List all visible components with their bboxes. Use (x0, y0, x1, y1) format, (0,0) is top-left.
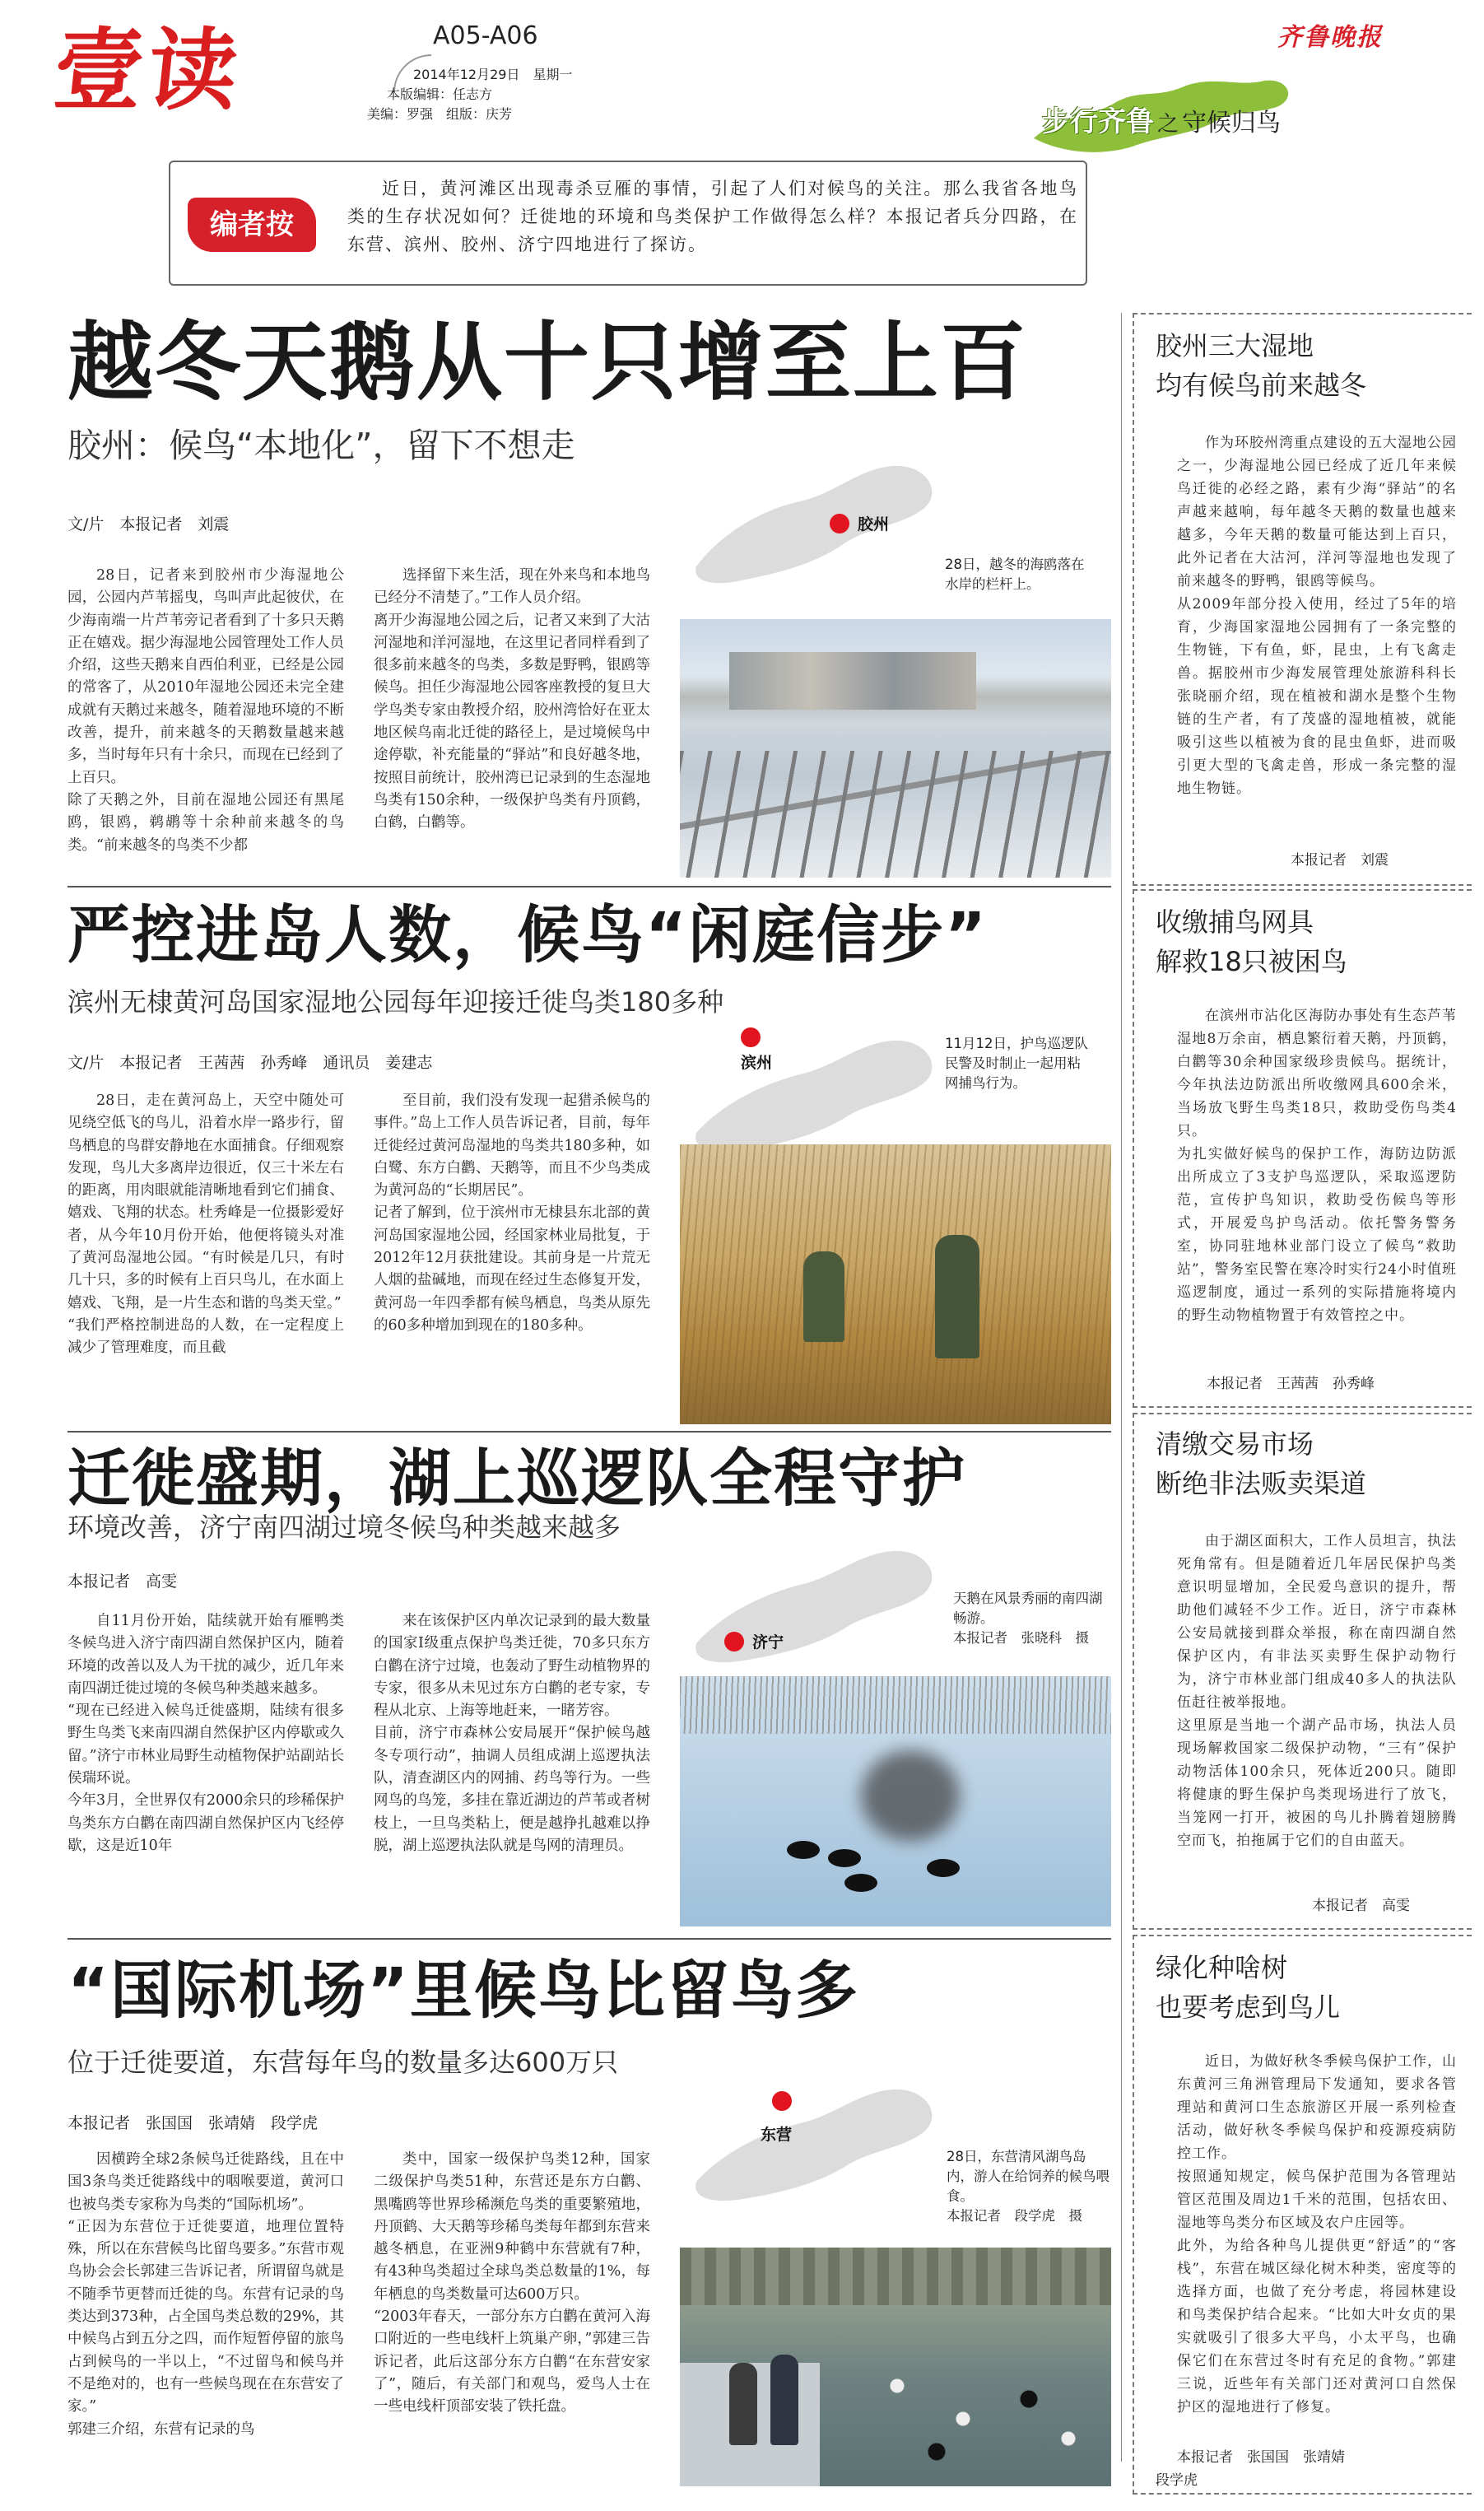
newspaper-logo: 齐鲁晚报 (1277, 23, 1383, 52)
story3-col2: 来在该保护区内单次记录到的最大数量的国家I级重点保护鸟类迁徙，70多只东方白鹳在济宁过境，也轰动了野生动植物界的专家，很多从未见过东方白鹳的老专家，专程从北京、上海等地赶来，一睹芳容。 目前，济宁市森林公安局展开“保护候鸟越冬专项行动”，抽调人员组成湖上巡逻执法队，清查湖区内的网捕、药鸟等行为。一些网鸟的鸟笼，多挂在靠近湖边的芦苇或者树枝上，一旦鸟类粘上，便是越挣扎越难以挣脱，湖上巡逻执法队就是鸟网的清理员。 (374, 1613, 650, 1854)
photo-birds (844, 2346, 1108, 2478)
story4-headline: “国际机场”里候鸟比留鸟多 (67, 1954, 859, 2027)
sidebar-divider (1121, 313, 1122, 2462)
story4-caption: 28日，东营清风湖鸟岛内，游人在给饲养的候鸟喂食。 本报记者 段学虎 摄 (947, 2149, 1110, 2224)
sidebar3-title-1: 清缴交易市场 (1156, 1428, 1314, 1460)
sidebar4-byline: 本报记者 张国国 张靖婧 (1177, 2449, 1345, 2466)
series-of: 之 (1157, 112, 1179, 137)
sidebar2-title-1: 收缴捕鸟网具 (1156, 906, 1314, 938)
photo-reeds (680, 1144, 1111, 1424)
photo-blur (861, 1750, 960, 1841)
photo-reed-bank (680, 1676, 1111, 1734)
jiaozhou-map-icon (680, 451, 960, 599)
section-title: 壹读 (49, 20, 248, 123)
story4-subhead: 位于迁徙要道，东营每年鸟的数量多达600万只 (67, 2047, 619, 2078)
jining-map-marker (724, 1632, 744, 1651)
sidebar1-title-2: 均有候鸟前来越冬 (1156, 370, 1367, 401)
story1-col2: 选择留下来生活，现在外来鸟和本地鸟已经分不清楚了。”工作人员介绍。 离开少海湿地公园之后，记者又来到了大沽河湿地和洋河湿地，在这里记者同样看到了很多前来越冬的鸟类，多数是野鸭，银鸥等候鸟。担任少海湿地公园客座教授的复旦大学鸟类专家由教授介绍，胶州湾恰好在亚太地区候鸟南北迁徙的路径上，是过境候鸟中途停歇，补充能量的“驿站”和良好越冬地，按照目前统计，胶州湾已记录到的生态湿地鸟类有150余种，一级保护鸟类有丹顶鹤，白鹤，白鹳等。 (374, 567, 650, 832)
story3-subhead: 环境改善，济宁南四湖过境冬候鸟种类越来越多 (67, 1512, 621, 1543)
sidebar1-text: 作为环胶州湾重点建设的五大湿地公园之一，少海湿地公园已经成了近几年来候鸟迁徙的必经之路，素有少海“驿站”的名声越来越响，每年越冬天鹅的数量也越来越多，今年天鹅的数量可能达到上百只，此外记者在大沽河，洋河等湿地也发现了前来越冬的野鸭，银鸥等候鸟。 从2009年部分投入使用，经过了5年的培育，少海国家湿地公园拥有了一条完整的生物链，下有鱼，虾，昆虫，上有飞禽走兽。据胶州市少海发展管理处旅游科科长张晓丽介绍，现在植被和湖水是整个生物链的生产者，有了茂盛的湿地植被，就能吸引这些以植被为食的昆虫鱼虾，进而吸引更大型的飞禽走兽，形成一条完整的湿地生物链。 (1177, 435, 1457, 797)
story2-subhead: 滨州无棣黄河岛国家湿地公园每年迎接迁徙鸟类180多种 (67, 986, 724, 1018)
story3-headline: 迁徙盛期，湖上巡逻队全程守护 (67, 1442, 966, 1515)
photo-trees (680, 2248, 1111, 2305)
dongying-label: 东营 (761, 2126, 793, 2144)
sidebar4-byline-2: 段学虎 (1156, 2472, 1198, 2489)
sidebar4-title-2: 也要考虑到鸟儿 (1156, 1992, 1341, 2023)
sidebar4-title-1: 绿化种啥树 (1156, 1952, 1288, 1983)
page-range: A05-A06 (433, 21, 538, 50)
editor-note-text: 近日，黄河滩区出现毒杀豆雁的事情，引起了人们对候鸟的关注。那么我省各地鸟类的生存状况如何？迁徙地的环境和鸟类保护工作做得怎么样？本报记者兵分四路，在东营、滨州、胶州、济宁四地进行了探访。 (347, 179, 1078, 254)
story2-col1: 28日，走在黄河岛上，天空中随处可见绕空低飞的鸟儿，沿着水岸一路步行，留鸟栖息的鸟群安静地在水面捕食。仔细观察发现，鸟儿大多离岸边很近，仅三十米左右的距离，用肉眼就能清晰地看到它们捕食、嬉戏、飞翔的状态。杜秀峰是一位摄影爱好者，从今年10月份开始，他便将镜头对准了黄河岛湿地公园。“有时候是几只，有时几十只，多的时候有上百只鸟儿，在水面上嬉戏、飞翔，是一片生态和谐的鸟类天堂。” “我们严格控制进岛的人数，在一定程度上减少了管理难度，而且截 (67, 1092, 344, 1357)
story1-divider (67, 886, 1111, 887)
page-art: 美编：罗强 组版：庆芳 (367, 106, 513, 122)
story2-caption: 11月12日，护鸟巡逻队民警及时制止一起用粘网捕鸟行为。 (945, 1036, 1088, 1091)
sidebar2-title-2: 解救18只被困鸟 (1156, 946, 1347, 977)
story4-col2: 类中，国家一级保护鸟类12种，国家二级保护鸟类51种，东营还是东方白鹳、黑嘴鸥等世界珍稀濒危鸟类的重要繁殖地，丹顶鹤、大天鹅等珍稀鸟类每年都到东营来越冬栖息，在亚洲9种鹤中东营就有7种，有43种鸟类超过全球鸟类总数量的1%，每年栖息的鸟类数量可达600万只。 “2003年春天，一部分东方白鹳在黄河入海口附近的一些电线杆上筑巢产卵，”郭建三告诉记者，此后这部分东方白鹳“在东营安家了”，随后，有关部门和观鸟，爱鸟人士在一些电线杆顶部安装了铁托盘。 (374, 2151, 650, 2415)
page-editor: 本版编辑：任志方 (387, 86, 493, 102)
story1-headline: 越冬天鹅从十只增至上百 (67, 312, 1028, 412)
story2-col2: 至目前，我们没有发现一起猎杀候鸟的事件。”岛上工作人员告诉记者，目前，每年迁徙经过黄河岛湿地的鸟类共180多种，如白鹭、东方白鹳、天鹅等，而且不少鸟类成为黄河岛的“长期居民”。 记者了解到，位于滨州市无棣县东北部的黄河岛国家湿地公园，经国家林业局批复，于2012年12月获批建设。其前身是一片荒无人烟的盐碱地，而现在经过生态修复开发，黄河岛一年四季都有候鸟栖息，鸟类从原先的60多种增加到现在的180多种。 (374, 1092, 650, 1334)
sidebar3-title-2: 断绝非法贩卖渠道 (1156, 1468, 1367, 1499)
story3-byline: 本报记者 高雯 (67, 1572, 178, 1591)
photo-visitor-1 (729, 2363, 757, 2445)
story4-byline: 本报记者 张国国 张靖婧 段学虎 (67, 2114, 319, 2132)
sidebar1-byline: 本报记者 刘震 (1291, 852, 1389, 869)
jiaozhou-map-marker (830, 514, 849, 533)
sidebar2-byline: 本报记者 王茜茜 孙秀峰 (1207, 1376, 1375, 1392)
story4-col1: 因横跨全球2条候鸟迁徙路线，且在中国3条鸟类迁徙路线中的咽喉要道，黄河口也被鸟类专家称为鸟类的“国际机场”。 “正因为东营位于迁徙要道，地理位置特殊，所以在东营候鸟比留鸟要多。”东营市观鸟协会会长郭建三告诉记者，所谓留鸟就是不随季节更替而迁徙的鸟。东营有记录的鸟类达到373种，占全国鸟类总数的29%，其中候鸟占到五分之四，而作短暂停留的旅鸟占到候鸟的一半以上，“不过留鸟和候鸟并不是绝对的，也有一些候鸟现在在东营安了家。” 郭建三介绍，东营有记录的鸟 (67, 2151, 344, 2438)
story3-divider (67, 1938, 1111, 1940)
jiaozhou-label: 胶州 (858, 515, 890, 533)
swan-1 (787, 1841, 820, 1859)
sidebar1-title-1: 胶州三大湿地 (1156, 330, 1314, 361)
officer-figure-1 (803, 1251, 844, 1342)
reed-patrol-photo (680, 1144, 1111, 1424)
officer-figure-2 (935, 1235, 979, 1358)
story1-byline: 文/片 本报记者 刘震 (67, 515, 230, 533)
pond-feeding-photo (680, 2248, 1111, 2486)
story1-subhead: 胶州：候鸟“本地化”，留下不想走 (67, 426, 575, 465)
story2-headline: 严控进岛人数，候鸟“闲庭信步” (67, 898, 988, 971)
editor-note-label (188, 198, 316, 252)
editor-note-label-text: 编者按 (210, 208, 294, 241)
photo-visitor-2 (770, 2355, 798, 2445)
dongying-map-marker (772, 2091, 792, 2111)
series-label: 步行齐鲁 (1042, 105, 1154, 138)
issue-date: 2014年12月29日 星期一 (413, 67, 573, 82)
swan-lake-photo (680, 1676, 1111, 1926)
sidebar3-byline: 本报记者 高雯 (1312, 1898, 1410, 1914)
story1-caption: 28日，越冬的海鸥落在水岸的栏杆上。 (945, 557, 1085, 592)
sidebar3-text: 由于湖区面积大，工作人员坦言，执法死角常有。但是随着近几年居民保护鸟类意识明显增加，全民爱鸟意识的提升，帮助他们减轻不少工作。近日，济宁市森林公安局就接到群众举报，称在南四湖自然保护区内，有非法买卖野生保护动物行为，济宁市林业部门组成40多人的执法队伍赶往被举报地。 这里原是当地一个湖产品市场，执法人员现场解救国家二级保护动物，“三有”保护动物活体100余只，死体近200只。随即将健康的野生保护鸟类现场进行了放飞，当笼网一打开，被困的鸟儿扑腾着翅膀腾空而飞，拍拖属于它们的自由蓝天。 (1177, 1533, 1457, 1849)
series-title (1042, 99, 1281, 139)
series-topic: 守候归鸟 (1182, 109, 1282, 137)
photo-houses (729, 652, 976, 710)
story2-divider (67, 1431, 1111, 1433)
photo-railing (680, 751, 1111, 878)
dongying-map-icon (680, 2075, 960, 2215)
story3-caption: 天鹅在风景秀丽的南四湖畅游。 本报记者 张晓科 摄 (953, 1591, 1103, 1646)
jining-label: 济宁 (752, 1633, 784, 1651)
binzhou-map-marker (741, 1027, 761, 1047)
story1-col1: 28日，记者来到胶州市少海湿地公园，公园内芦苇摇曳，鸟叫声此起彼伏，在少海南端一片芦苇旁记者看到了十多只天鹅正在嬉戏。据少海湿地公园管理处工作人员介绍，这些天鹅来自西伯利亚，已经是公园的常客了，从2010年湿地公园还未完全建成就有天鹅过来越冬，随着湿地环境的不断改善，提升，前来越冬的天鹅数量越来越多，当时每年只有十余只，而现在已经到了上百只。 除了天鹅之外，目前在湿地公园还有黑尾鸥，银鸥，鹈鹕等十余种前来越冬的鸟类。“前来越冬的鸟类不少都 (67, 567, 344, 854)
sidebar4-text: 近日，为做好秋冬季候鸟保护工作，山东黄河三角洲管理局下发通知，要求各管理站和黄河口生态旅游区开展一系列检查活动，做好秋冬季候鸟保护和疫源疫病防控工作。 按照通知规定，候鸟保护范围为各管理站管区范围及周边1千米的范围，包括农田、湿地等鸟类分布区域及农户庄园等。 此外，为给各种鸟儿提供更“舒适”的“客栈”，东营在城区绿化树木种类，密度等的选择方面，也做了充分考虑，将园林建设和鸟类保护结合起来。“比如大叶女贞的果实就吸引了很多大平鸟，小太平鸟，也确保它们在东营过冬时有充足的食物。”郭建三说，近些年有关部门还对黄河口自然保护区的湿地进行了修复。 (1177, 2053, 1457, 2415)
swan-4 (927, 1859, 960, 1877)
swan-3 (844, 1874, 877, 1892)
story2-byline: 文/片 本报记者 王茜茜 孙秀峰 通讯员 姜建志 (67, 1054, 433, 1072)
binzhou-label: 滨州 (741, 1054, 773, 1072)
story3-col1: 自11月份开始，陆续就开始有雁鸭类冬候鸟进入济宁南四湖自然保护区内，随着环境的改善以及人为干扰的减少，近几年来南四湖迁徙过境的冬候鸟种类越来越多。 “现在已经进入候鸟迁徙盛期，陆续有很多野生鸟类飞来南四湖自然保护区内停歇或久留。”济宁市林业局野生动植物保护站副站长侯瑞环说。 今年3月，全世界仅有2000余只的珍稀保护鸟类东方白鹳在南四湖自然保护区内飞经停歇，这是近10年 (67, 1613, 344, 1854)
seagull-railing-photo (680, 619, 1111, 878)
swan-2 (828, 1849, 861, 1867)
jining-map-icon (680, 1536, 960, 1676)
sidebar2-text: 在滨州市沾化区海防办事处有生态芦苇湿地8万余亩，栖息繁衍着天鹅，丹顶鹤，白鹳等30余种国家级珍贵候鸟。据统计，今年执法边防派出所收缴网具600余米，当场放飞野生鸟类18只，救助受伤鸟类4只。 为扎实做好候鸟的保护工作，海防边防派出所成立了3支护鸟巡逻队，采取巡逻防范，宣传护鸟知识，救助受伤候鸟等形式，开展爱鸟护鸟活动。依托警务警务室，协同驻地林业部门设立了候鸟“救助站”，警务室民警在寒冷时实行24小时值班巡逻制度，通过一系列的实际措施将境内的野生动物植物置于有效管控之中。 (1177, 1008, 1457, 1324)
